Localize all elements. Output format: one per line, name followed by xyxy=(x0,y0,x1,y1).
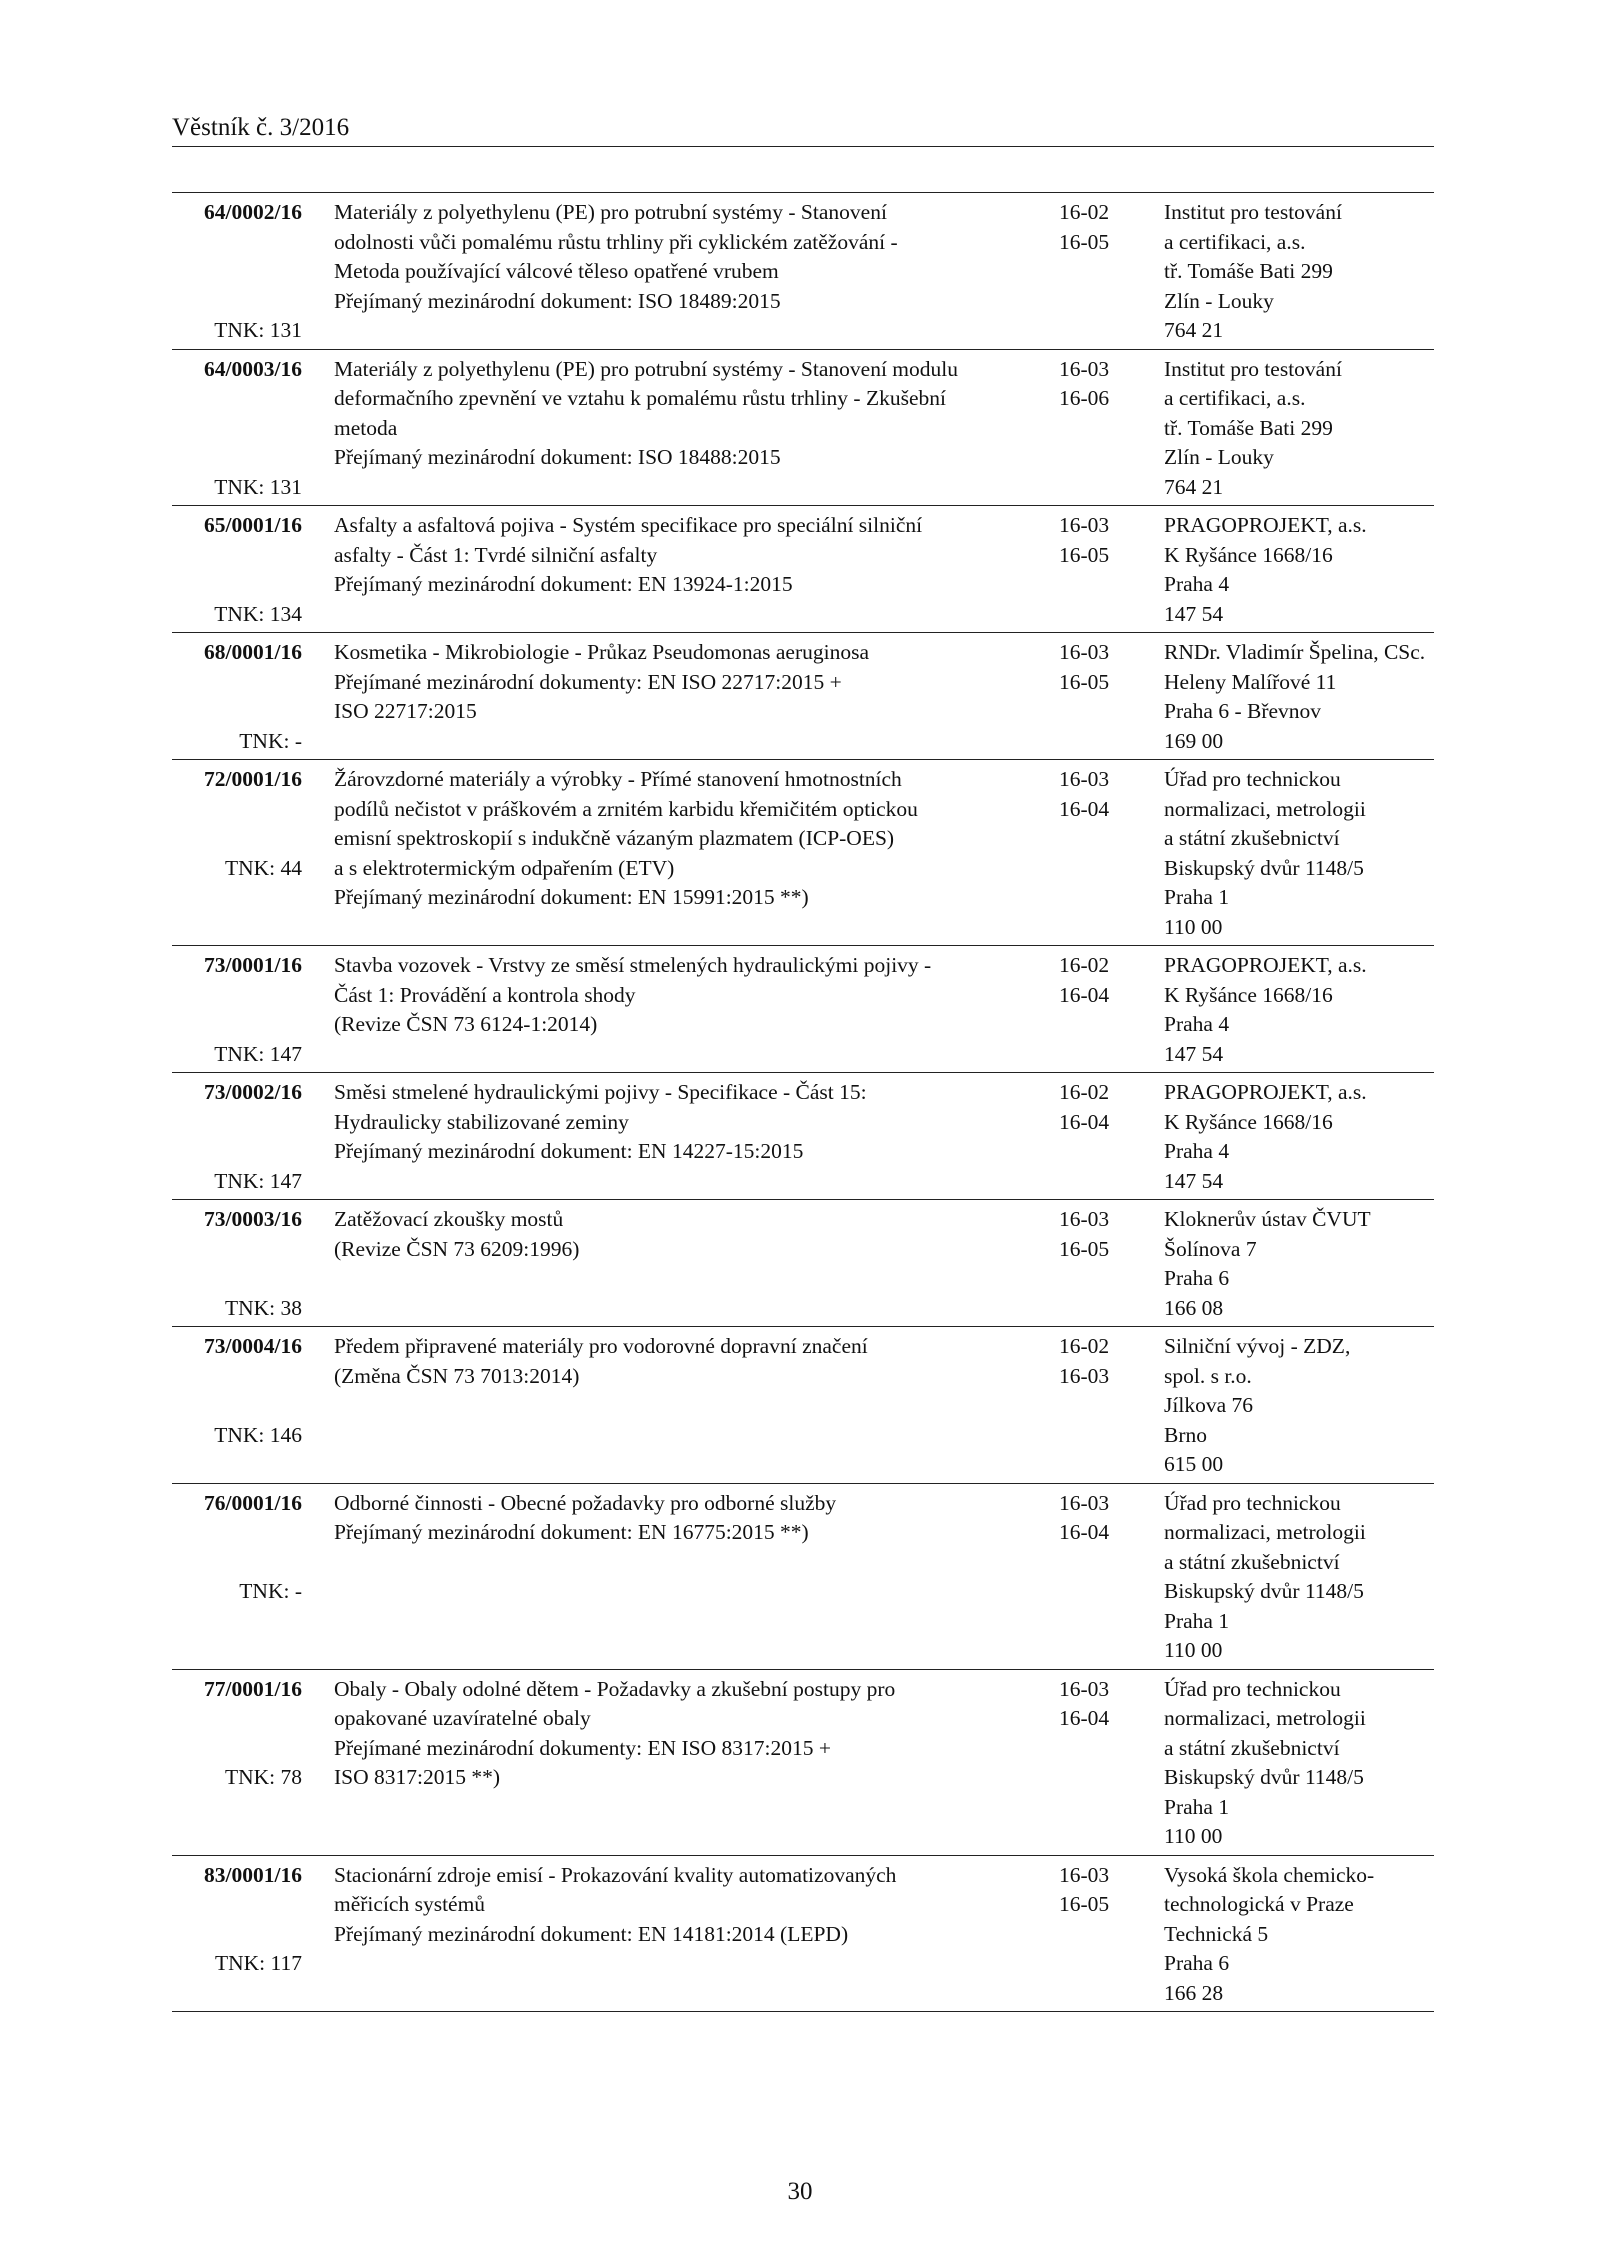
address-line: 169 00 xyxy=(1164,728,1224,753)
description-line: Přejímaný mezinárodní dokument: ISO 18488:2015 xyxy=(334,445,781,469)
description-line: Odborné činnosti - Obecné požadavky pro odborné služby xyxy=(334,1490,837,1515)
entry-dates xyxy=(1059,1205,1139,1264)
description-line: Hydraulicky stabilizované zeminy xyxy=(334,1109,629,1134)
entry-code: 73/0002/16 xyxy=(204,1080,302,1104)
entry-code: 65/0001/16 xyxy=(204,513,302,537)
entry-tnk: TNK: 131 xyxy=(214,474,302,499)
address-line: Brno xyxy=(1164,1422,1207,1447)
address-line: Praha 6 - Břevnov xyxy=(1164,699,1322,723)
standards-list xyxy=(172,192,1434,2012)
entry-address xyxy=(1164,355,1439,503)
description-line: Kosmetika - Mikrobiologie - Průkaz Pseudomonas aeruginosa xyxy=(334,640,870,664)
date-value: 16-03 xyxy=(1059,1676,1110,1701)
address-line: Šolínova 7 xyxy=(1164,1236,1257,1261)
description-line: emisní spektroskopií s indukčně vázaným plazmatem (ICP-OES) xyxy=(334,826,895,850)
entry-code: 64/0003/16 xyxy=(204,356,302,381)
address-line: normalizaci, metrologii xyxy=(1164,796,1366,821)
entry-tnk: TNK: 117 xyxy=(215,1951,302,1975)
date-value: 16-03 xyxy=(1059,356,1110,381)
description-line: Přejímaný mezinárodní dokument: ISO 18489:2015 xyxy=(334,288,781,313)
address-line: technologická v Praze xyxy=(1164,1892,1354,1916)
address-line: PRAGOPROJEKT, a.s. xyxy=(1164,513,1367,537)
address-line: Institut pro testování xyxy=(1164,356,1342,381)
standard-entry xyxy=(172,1484,1434,1670)
description-line: Obaly - Obaly odolné dětem - Požadavky a zkušební postupy pro xyxy=(334,1676,896,1701)
description-line: Přejímaný mezinárodní dokument: EN 15991:2015 **) xyxy=(334,885,809,909)
date-value: 16-06 xyxy=(1059,386,1110,410)
address-line: Biskupský dvůr 1148/5 xyxy=(1164,1765,1364,1789)
entry-tnk: TNK: - xyxy=(239,728,302,753)
description-line: ISO 8317:2015 **) xyxy=(334,1765,501,1789)
entry-code: 73/0004/16 xyxy=(204,1334,302,1358)
date-value: 16-02 xyxy=(1059,1334,1110,1358)
address-line: Praha 6 xyxy=(1164,1951,1230,1975)
standard-entry xyxy=(172,350,1434,507)
entry-description xyxy=(334,638,1049,727)
address-line: 110 00 xyxy=(1164,1638,1223,1662)
standard-entry xyxy=(172,633,1434,760)
date-value: 16-03 xyxy=(1059,1207,1110,1231)
address-line: Praha 4 xyxy=(1164,572,1230,596)
entry-tnk: TNK: 131 xyxy=(214,318,302,342)
entry-tnk: TNK: 146 xyxy=(214,1422,302,1447)
address-line: Institut pro testování xyxy=(1164,200,1342,224)
date-value: 16-02 xyxy=(1059,953,1110,977)
date-value: 16-04 xyxy=(1059,1109,1110,1134)
entry-address xyxy=(1164,1861,1439,2009)
entry-dates xyxy=(1059,1332,1139,1391)
description-line: Stavba vozovek - Vrstvy ze směsí stmelených hydraulickými pojivy - xyxy=(334,953,932,977)
date-value: 16-03 xyxy=(1059,767,1110,791)
entry-tnk: TNK: 38 xyxy=(224,1295,302,1320)
entry-description xyxy=(334,355,1049,473)
entry-dates xyxy=(1059,355,1139,414)
description-line: opakované uzavíratelné obaly xyxy=(334,1706,591,1730)
date-value: 16-05 xyxy=(1059,229,1110,254)
entry-description xyxy=(334,1489,1049,1548)
description-line: Zatěžovací zkoušky mostů xyxy=(334,1207,564,1231)
address-line: Úřad pro technickou xyxy=(1164,1676,1341,1701)
standard-entry xyxy=(172,1073,1434,1200)
address-line: tř. Tomáše Bati 299 xyxy=(1164,415,1333,440)
entry-code: 83/0001/16 xyxy=(204,1862,302,1887)
description-line: Materiály z polyethylenu (PE) pro potrubní systémy - Stanovení xyxy=(334,200,887,224)
address-line: K Ryšánce 1668/16 xyxy=(1164,542,1333,567)
entry-code: 76/0001/16 xyxy=(204,1490,302,1515)
entry-dates xyxy=(1059,198,1139,257)
address-line: 147 54 xyxy=(1164,1041,1224,1066)
description-line: podílů nečistot v práškovém a zrnitém karbidu křemičitém optickou xyxy=(334,796,918,821)
description-line: a s elektrotermickým odpařením (ETV) xyxy=(334,855,675,880)
address-line: 110 00 xyxy=(1164,914,1223,939)
address-line: Praha 1 xyxy=(1164,1608,1230,1633)
entry-address xyxy=(1164,638,1439,756)
entry-code: 73/0003/16 xyxy=(204,1207,302,1231)
address-line: Praha 4 xyxy=(1164,1139,1230,1163)
address-line: Úřad pro technickou xyxy=(1164,1490,1341,1515)
entry-description xyxy=(334,1675,1049,1793)
date-value: 16-05 xyxy=(1059,669,1110,694)
date-value: 16-04 xyxy=(1059,1520,1110,1544)
description-line: (Revize ČSN 73 6124-1:2014) xyxy=(334,1012,598,1036)
address-line: a státní zkušebnictví xyxy=(1164,826,1340,850)
description-line: Předem připravené materiály pro vodorovné dopravní značení xyxy=(334,1334,868,1358)
description-line: Přejímaný mezinárodní dokument: EN 13924-1:2015 xyxy=(334,572,793,596)
standard-entry xyxy=(172,760,1434,946)
address-line: normalizaci, metrologii xyxy=(1164,1520,1366,1544)
address-line: Praha 4 xyxy=(1164,1012,1230,1036)
description-line: Materiály z polyethylenu (PE) pro potrubní systémy - Stanovení modulu xyxy=(334,356,958,381)
address-line: RNDr. Vladimír Špelina, CSc. xyxy=(1164,640,1426,664)
description-line: Asfalty a asfaltová pojiva - Systém specifikace pro speciální silniční xyxy=(334,513,923,537)
standard-entry xyxy=(172,506,1434,633)
entry-tnk: TNK: 44 xyxy=(224,855,302,880)
address-line: Zlín - Louky xyxy=(1164,445,1274,469)
address-line: PRAGOPROJEKT, a.s. xyxy=(1164,1080,1367,1104)
description-line: ISO 22717:2015 xyxy=(334,699,477,723)
description-line: Přejímané mezinárodní dokumenty: EN ISO 8317:2015 + xyxy=(334,1735,831,1760)
date-value: 16-02 xyxy=(1059,1080,1110,1104)
entry-address xyxy=(1164,765,1439,942)
entry-dates xyxy=(1059,765,1139,824)
entry-description xyxy=(334,1205,1049,1264)
address-line: 615 00 xyxy=(1164,1452,1224,1476)
standard-entry xyxy=(172,193,1434,350)
address-line: Vysoká škola chemicko- xyxy=(1164,1862,1375,1887)
address-line: Praha 1 xyxy=(1164,885,1230,909)
entry-tnk: TNK: 134 xyxy=(214,601,302,626)
entry-code: 72/0001/16 xyxy=(204,767,302,791)
address-line: tř. Tomáše Bati 299 xyxy=(1164,259,1333,283)
date-value: 16-04 xyxy=(1059,982,1110,1007)
date-value: 16-05 xyxy=(1059,1892,1110,1916)
description-line: asfalty - Část 1: Tvrdé silniční asfalty xyxy=(334,542,658,567)
description-line: metoda xyxy=(334,415,398,440)
entry-code: 64/0002/16 xyxy=(204,200,302,224)
entry-dates xyxy=(1059,951,1139,1010)
entry-dates xyxy=(1059,1675,1139,1734)
address-line: normalizaci, metrologii xyxy=(1164,1706,1366,1730)
address-line: Biskupský dvůr 1148/5 xyxy=(1164,1579,1364,1603)
date-value: 16-05 xyxy=(1059,1236,1110,1261)
address-line: Heleny Malířové 11 xyxy=(1164,669,1337,694)
address-line: Zlín - Louky xyxy=(1164,288,1274,313)
address-line: K Ryšánce 1668/16 xyxy=(1164,982,1333,1007)
address-line: Jílkova 76 xyxy=(1164,1393,1253,1417)
description-line: Přejímaný mezinárodní dokument: EN 14181:2014 (LEPD) xyxy=(334,1921,849,1946)
journal-title: Věstník č. 3/2016 xyxy=(172,114,350,141)
description-line: Metoda používající válcové těleso opatřené vrubem xyxy=(334,259,779,283)
entry-description xyxy=(334,198,1049,316)
address-line: spol. s r.o. xyxy=(1164,1363,1252,1388)
date-value: 16-03 xyxy=(1059,1490,1110,1515)
date-value: 16-04 xyxy=(1059,796,1110,821)
address-line: 110 00 xyxy=(1164,1824,1223,1848)
description-line: Stacionární zdroje emisí - Prokazování kvality automatizovaných xyxy=(334,1862,897,1887)
entry-description xyxy=(334,765,1049,913)
address-line: PRAGOPROJEKT, a.s. xyxy=(1164,953,1367,977)
entry-address xyxy=(1164,1489,1439,1666)
page-number: 30 xyxy=(787,2178,813,2205)
entry-code: 73/0001/16 xyxy=(204,953,302,977)
page-header xyxy=(172,110,1434,147)
description-line: (Změna ČSN 73 7013:2014) xyxy=(334,1363,580,1388)
entry-dates xyxy=(1059,1861,1139,1920)
standard-entry xyxy=(172,946,1434,1073)
address-line: Kloknerův ústav ČVUT xyxy=(1164,1207,1371,1231)
description-line: Žárovzdorné materiály a výrobky - Přímé stanovení hmotnostních xyxy=(334,767,902,791)
address-line: Praha 1 xyxy=(1164,1794,1230,1819)
entry-description xyxy=(334,1861,1049,1950)
standard-entry xyxy=(172,1856,1434,2013)
description-line: měřicích systémů xyxy=(334,1892,486,1916)
entry-dates xyxy=(1059,638,1139,697)
entry-address xyxy=(1164,1332,1439,1480)
description-line: Směsi stmelené hydraulickými pojivy - Specifikace - Část 15: xyxy=(334,1080,867,1104)
entry-tnk: TNK: 147 xyxy=(214,1041,302,1066)
date-value: 16-03 xyxy=(1059,1363,1110,1388)
description-line: Přejímané mezinárodní dokumenty: EN ISO 22717:2015 + xyxy=(334,669,842,694)
description-line: Přejímaný mezinárodní dokument: EN 16775:2015 **) xyxy=(334,1520,809,1544)
address-line: Technická 5 xyxy=(1164,1921,1269,1946)
date-value: 16-03 xyxy=(1059,513,1110,537)
description-line: Přejímaný mezinárodní dokument: EN 14227-15:2015 xyxy=(334,1139,804,1163)
entry-address xyxy=(1164,1675,1439,1852)
entry-address xyxy=(1164,511,1439,629)
address-line: Biskupský dvůr 1148/5 xyxy=(1164,855,1364,880)
entry-address xyxy=(1164,951,1439,1069)
address-line: a certifikaci, a.s. xyxy=(1164,229,1306,254)
date-value: 16-03 xyxy=(1059,1862,1110,1887)
entry-description xyxy=(334,1078,1049,1167)
description-line: deformačního zpevnění ve vztahu k pomalému růstu trhliny - Zkušební xyxy=(334,386,946,410)
address-line: 764 21 xyxy=(1164,474,1224,499)
date-value: 16-03 xyxy=(1059,640,1110,664)
description-line: (Revize ČSN 73 6209:1996) xyxy=(334,1236,580,1261)
address-line: 166 28 xyxy=(1164,1980,1224,2005)
entry-tnk: TNK: 78 xyxy=(224,1765,302,1789)
address-line: Úřad pro technickou xyxy=(1164,767,1341,791)
entry-tnk: TNK: - xyxy=(239,1579,302,1603)
entry-description xyxy=(334,951,1049,1040)
date-value: 16-04 xyxy=(1059,1706,1110,1730)
address-line: 166 08 xyxy=(1164,1295,1224,1320)
date-value: 16-02 xyxy=(1059,200,1110,224)
entry-tnk: TNK: 147 xyxy=(214,1168,302,1193)
description-line: odolnosti vůči pomalému růstu trhliny při cyklickém zatěžování - xyxy=(334,229,898,254)
entry-address xyxy=(1164,198,1439,346)
entry-address xyxy=(1164,1078,1439,1196)
address-line: K Ryšánce 1668/16 xyxy=(1164,1109,1333,1134)
entry-dates xyxy=(1059,1078,1139,1137)
entry-dates xyxy=(1059,1489,1139,1548)
entry-description xyxy=(334,1332,1049,1391)
address-line: 147 54 xyxy=(1164,601,1224,626)
address-line: a certifikaci, a.s. xyxy=(1164,386,1306,410)
entry-address xyxy=(1164,1205,1439,1323)
date-value: 16-05 xyxy=(1059,542,1110,567)
standard-entry xyxy=(172,1670,1434,1856)
address-line: 147 54 xyxy=(1164,1168,1224,1193)
standard-entry xyxy=(172,1327,1434,1484)
address-line: Praha 6 xyxy=(1164,1266,1230,1290)
address-line: Silniční vývoj - ZDZ, xyxy=(1164,1334,1351,1358)
address-line: 764 21 xyxy=(1164,318,1224,342)
entry-description xyxy=(334,511,1049,600)
entry-dates xyxy=(1059,511,1139,570)
address-line: a státní zkušebnictví xyxy=(1164,1735,1340,1760)
description-line: Část 1: Provádění a kontrola shody xyxy=(334,982,636,1007)
entry-code: 77/0001/16 xyxy=(204,1676,302,1701)
standard-entry xyxy=(172,1200,1434,1327)
entry-code: 68/0001/16 xyxy=(204,640,302,664)
address-line: a státní zkušebnictví xyxy=(1164,1549,1340,1574)
